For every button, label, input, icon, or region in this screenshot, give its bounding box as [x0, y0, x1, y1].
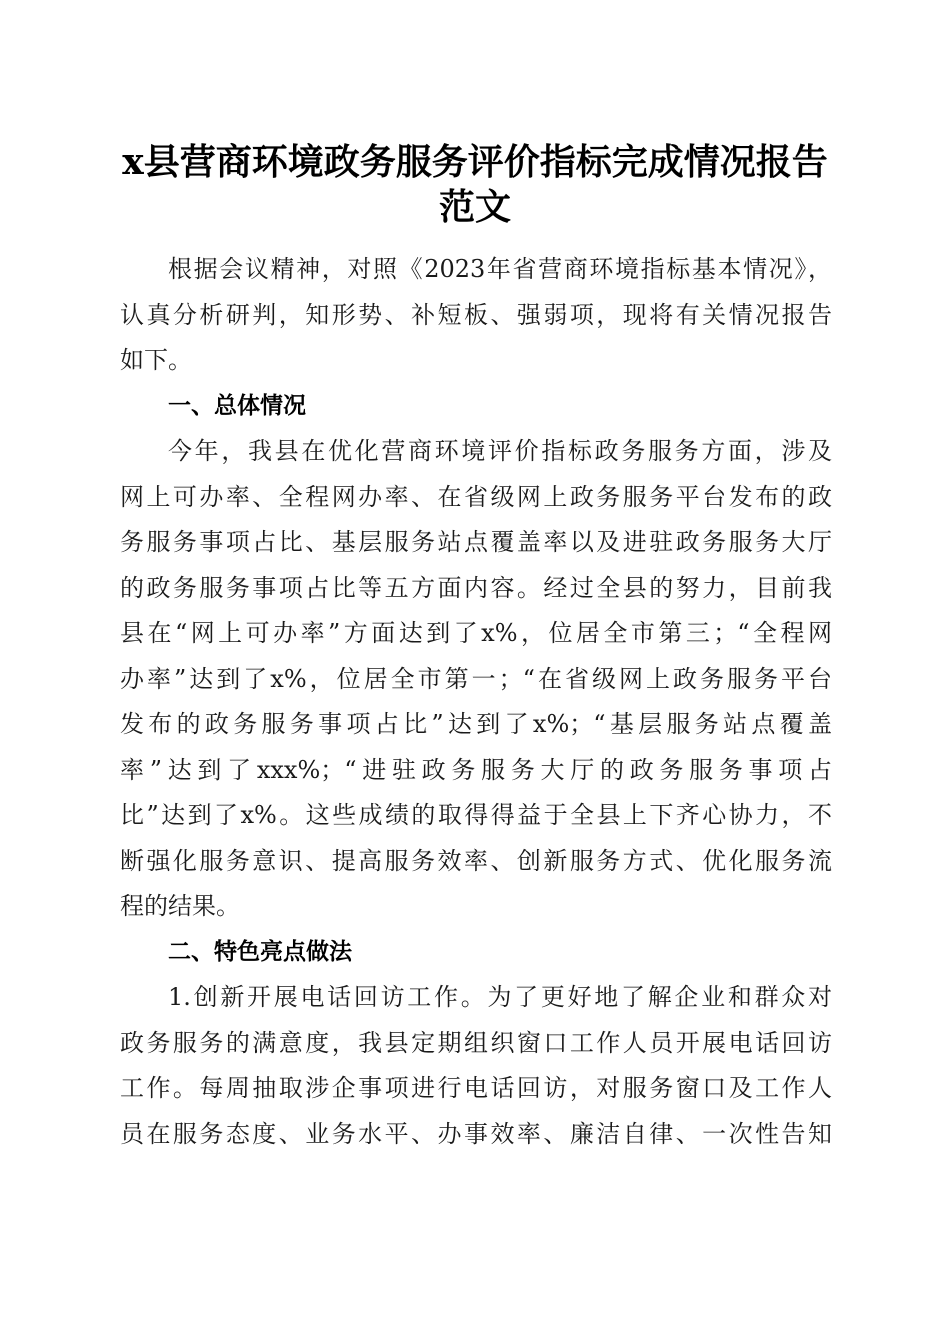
section1-line: 程的结果。 [120, 892, 240, 920]
section1-line: 县在“网上可办率”方面达到了x%，位居全市第三；“全程网 [120, 619, 832, 647]
section1-line: 比”达到了x%。这些成绩的取得得益于全县上下齐心协力，不 [120, 801, 832, 829]
intro-line: 根据会议精神，对照《2023年省营商环境指标基本情况》， [168, 255, 832, 283]
section1-line: 的政务服务事项占比等五方面内容。经过全县的努力，目前我 [120, 573, 832, 602]
section1-line: 务服务事项占比、基层服务站点覆盖率以及进驻政务服务大厅 [120, 528, 832, 556]
section2-line: 员在服务态度、业务水平、办事效率、廉洁自律、一次性告知 [120, 1119, 832, 1148]
intro-line: 认真分析研判，知形势、补短板、强弱项，现将有关情况报告 [120, 300, 832, 329]
section1-line: 今年，我县在优化营商环境评价指标政务服务方面，涉及 [168, 437, 832, 465]
intro-line: 如下。 [120, 346, 192, 374]
section1-line: 办率”达到了x%，位居全市第一；“在省级网上政务服务平台 [120, 664, 832, 693]
section2-heading: 二、特色亮点做法 [168, 938, 352, 965]
section1-heading: 一、总体情况 [168, 392, 306, 419]
document-body [120, 247, 832, 1157]
section2-line: 工作。每周抽取涉企事项进行电话回访，对服务窗口及工作人 [120, 1074, 832, 1102]
section2-line: 政务服务的满意度，我县定期组织窗口工作人员开展电话回访 [120, 1028, 832, 1057]
section1-line: 网上可办率、全程网办率、在省级网上政务服务平台发布的政 [120, 482, 832, 511]
document-title-line2: 范文 [438, 186, 511, 228]
section1-line: 断强化服务意识、提高服务效率、创新服务方式、优化服务流 [120, 846, 832, 875]
section1-line: 率”达到了xxx%；“进驻政务服务大厅的政务服务事项占 [120, 755, 832, 784]
section1-line: 发布的政务服务事项占比”达到了x%；“基层服务站点覆盖 [120, 710, 832, 738]
section2-line: 1.创新开展电话回访工作。为了更好地了解企业和群众对 [168, 983, 832, 1011]
document-title-line1: x县营商环境政务服务评价指标完成情况报告 [122, 141, 828, 183]
